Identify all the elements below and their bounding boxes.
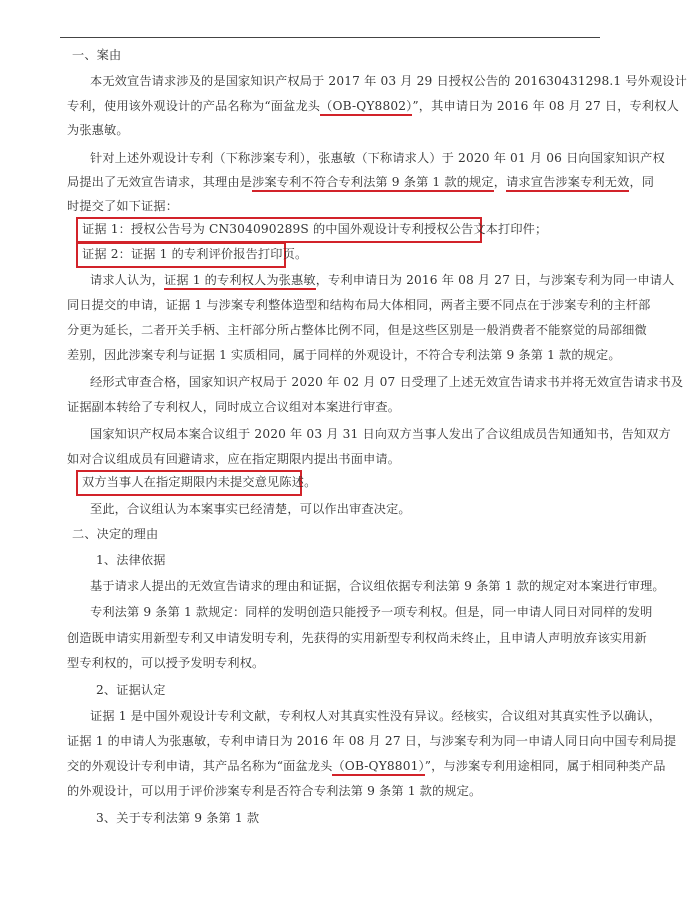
- subsection-heading-legal-basis: 1、法律依据: [96, 553, 166, 567]
- paragraph-line: 时提交了如下证据：: [67, 199, 179, 213]
- paragraph-line: 针对上述外观设计专利（下称涉案专利），张惠敏（下称请求人）于 2020 年 01 月 06 日向国家知识产权: [90, 151, 665, 165]
- text-span: ”，与涉案专利用途相同，属于相同种类产品: [424, 759, 666, 773]
- paragraph-line: 为张惠敏。: [67, 123, 129, 137]
- patentee-underlined: 证据 1 的专利权人为张惠敏: [164, 273, 316, 290]
- paragraph-line: 证据副本转给了专利权人，同时成立合议组对本案进行审查。: [67, 400, 401, 414]
- paragraph-line: [90, 272, 675, 288]
- text-span: 交的外观设计专利申请，其产品名称为“面盆龙头: [67, 759, 333, 773]
- paragraph-line: 如对合议组成员有回避请求，应在指定期限内提出书面申请。: [67, 452, 401, 466]
- section-heading-case: 一、案由: [72, 48, 122, 62]
- paragraph-line: 本无效宣告请求涉及的是国家知识产权局于 2017 年 03 月 29 日授权公告的 201630431298.1 号外观设计: [90, 74, 687, 88]
- paragraph-line: 创造既申请实用新型专利又申请发明专利，先获得的实用新型专利权尚未终止，且申请人声明放弃该实用新: [67, 631, 647, 645]
- invalidity-reason-underlined: 涉案专利不符合专利法第 9 条第 1 款的规定: [252, 175, 494, 192]
- text-span: ”，其申请日为 2016 年 08 月 27 日，专利权人: [412, 99, 679, 113]
- section-heading-reasons: 二、决定的理由: [72, 527, 159, 541]
- paragraph-line: 基于请求人提出的无效宣告请求的理由和证据，合议组依据专利法第 9 条第 1 款的规定对本案进行审理。: [90, 579, 665, 593]
- text-span: ，: [493, 175, 507, 189]
- paragraph-line: 专利法第 9 条第 1 款规定：同样的发明创造只能授予一项专利权。但是，同一申请人同日对同样的发明: [90, 605, 653, 619]
- text-span: ，同: [629, 175, 655, 189]
- paragraph-line: 同日提交的申请，证据 1 与涉案专利整体造型和结构布局大体相同，两者主要不同点在于涉案专利的主杆部: [67, 298, 651, 312]
- text-span: 专利，使用该外观设计的产品名称为“面盆龙头: [67, 99, 321, 113]
- paragraph-line: 至此，合议组认为本案事实已经清楚，可以作出审查决定。: [90, 502, 411, 516]
- paragraph-line: 双方当事人在指定期限内未提交意见陈述。: [82, 475, 317, 489]
- product-model-underlined: （OB-QY8801）: [332, 759, 424, 776]
- subsection-heading-article9: 3、关于专利法第 9 条第 1 款: [96, 811, 260, 825]
- paragraph-line: 的外观设计，可以用于评价涉案专利是否符合专利法第 9 条第 1 款的规定。: [67, 784, 482, 798]
- paragraph-line: [67, 98, 679, 114]
- paragraph-line: 证据 1 的申请人为张惠敏，专利申请日为 2016 年 08 月 27 日，与涉案专利为同一申请人同日向中国专利局提: [67, 734, 677, 748]
- text-span: 请求人认为，: [90, 273, 165, 287]
- paragraph-line: 经形式审查合格，国家知识产权局于 2020 年 02 月 07 日受理了上述无效宣告请求书并将无效宣告请求书及: [90, 375, 684, 389]
- paragraph-line: 型专利权的，可以授予发明专利权。: [67, 656, 265, 670]
- evidence-1: 证据 1：授权公告号为 CN304090289S 的中国外观设计专利授权公告文本打印件；: [82, 222, 548, 236]
- invalidity-request-underlined: 请求宣告涉案专利无效: [506, 175, 629, 192]
- subsection-heading-evidence: 2、证据认定: [96, 683, 166, 697]
- paragraph-line: 国家知识产权局本案合议组于 2020 年 03 月 31 日向双方当事人发出了合议组成员告知通知书，告知双方: [90, 427, 671, 441]
- header-rule: [60, 37, 600, 38]
- paragraph-line: 差别，因此涉案专利与证据 1 实质相同，属于同样的外观设计，不符合专利法第 9 条第 1 款的规定。: [67, 348, 621, 362]
- paragraph-line: 证据 1 是中国外观设计专利文献，专利权人对其真实性没有异议。经核实，合议组对其真实性予以确认，: [90, 709, 662, 723]
- paragraph-line: [67, 174, 654, 190]
- text-span: 局提出了无效宣告请求，其理由是: [67, 175, 253, 189]
- paragraph-line: [67, 758, 666, 774]
- product-model-underlined: （OB-QY8802）: [320, 99, 412, 116]
- paragraph-line: 分更为延长，二者开关手柄、主杆部分所占整体比例不同，但是这些区别是一般消费者不能察觉的局部细微: [67, 323, 647, 337]
- text-span: ，专利申请日为 2016 年 08 月 27 日，与涉案专利为同一申请人: [315, 273, 675, 287]
- evidence-2: 证据 2：证据 1 的专利评价报告打印页。: [82, 247, 308, 261]
